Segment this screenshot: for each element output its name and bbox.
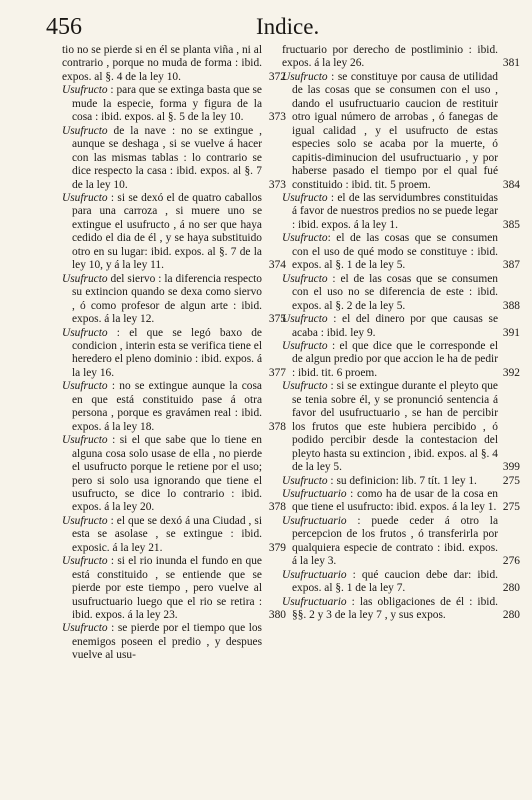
entry-text: : el que se legó baxo de condicion , interin esta se verifica tiene el heredero el pleno dominio : ibid. expos. á la ley 16. [72,326,262,379]
index-entry [282,313,520,340]
entry-text: tio no se pierde si en él se planta viña , ni al contrario , porque no muda de forma : ibid. expos. al §. 4 de la ley 10. [62,44,262,83]
left-column [62,44,286,663]
entry-page-ref: 380 [268,609,286,622]
entry-headword: Usufructo [282,380,328,393]
entry-text: : el de las cosas que se consumen con el uso de qué modo se constituye : ibid. expos. al §. 1 de la ley 5. [292,232,498,272]
entry-page-ref: 387 [502,259,520,272]
entry-headword: Usufructo [62,191,108,204]
entry-page-ref: 392 [502,366,520,379]
index-entry [62,272,286,327]
index-entry [62,380,286,434]
index-entry [282,514,520,569]
page-number: 456 [46,14,82,40]
entry-page-ref: 378 [268,420,286,433]
entry-headword: Usufructuario [282,568,347,581]
entry-page-ref: 276 [502,555,520,568]
entry-page-ref: 379 [268,541,286,554]
entry-headword: Usufructuario [282,595,347,608]
index-entry [62,326,286,381]
entry-text: : si se dexó el de quatro caballos para una carroza , si muere uno se extingue el usufructo , á no ser que haya cedido el dia de él , y se haya substituido otro en su lugar: ibid. expos. al §. 7 de la ley 10, y á la ley 11. [72,191,262,272]
entry-text: de la nave : no se extingue , aunque se deshaga , si se vuelve á hacer con las mismas tablas : lo contrario se dice respecto la casa : ibid. expos. al §. 7 de la ley 10. [72,124,262,191]
index-entry [282,191,520,232]
entry-text: : qué caucion debe dar: ibid. expos. al §. 1 de la ley 7. [292,568,498,595]
index-entry [282,232,520,272]
entry-text: : se constituye por causa de utilidad de las cosas que se consumen con el uso , dando el usufructuario caucion de restituir otro igual número de arrobas , ó fanegas de igual calidad , y el usufructo de estas especies solo se acaba por la muerte, ó capitis-diminucion del usufructuario , y por haberse pasado el tiempo por el qual fué constituido : ibid. tit. 5 proem. [292,70,498,191]
index-entry [62,84,286,124]
entry-headword: Usufructo [62,555,108,568]
entry-headword: Usufructo [282,70,328,83]
index-entry [282,380,520,474]
index-entry [62,124,286,192]
index-entry [62,434,286,515]
index-entry [282,272,520,313]
entry-text: fructuario por derecho de postliminio : ibid. expos. á la ley 26. [282,44,498,70]
entry-text: : las obligaciones de él : ibid. §§. 2 y 3 de la ley 7 , y sus expos. [292,595,498,622]
entry-page-ref: 381 [502,57,520,70]
index-entry [62,191,286,273]
entry-text: : su definicion: lib. 7 tít. 1 ley 1. [327,474,477,487]
entry-page-ref: 275 [502,474,520,487]
entry-text: : si el que sabe que lo tiene en alguna cosa solo usase de ella , no pierde el usufructo porque le retiene por el uso; pero si solo usa ignorando que tiene el usufructo, se dice lo contrario : ibid. expos. á la ley 20. [72,434,262,514]
entry-page-ref: 372 [268,70,286,83]
index-entry [282,474,520,488]
index-entry [282,487,520,515]
entry-headword: Usufructo [282,474,328,487]
index-entry [282,70,520,192]
entry-text: : no se extingue aunque la cosa en que está constituido pase á otra persona , porque es gravámen real : ibid. expos. á la ley 18. [72,380,262,433]
entry-page-ref: 388 [502,299,520,312]
index-entry [282,44,520,71]
entry-headword: Usufructuario [282,514,347,527]
entry-text: : como ha de usar de la cosa en que tiene el usufructo: ibid. expos. á la ley 1. [292,487,498,514]
entry-headword: Usufructo [282,232,328,245]
entry-text: : si se extingue durante el pleyto que se tenia sobre él, y se pronunció sentencia á favor del usufructuario , se han de percibir los frutos que este hubiera percibido , ó podido percibir desde la contestacion del pleyto hasta su extincion , ibid. expos. al §. 4 de la ley 5. [292,380,498,474]
index-entry [62,555,286,622]
index-entry [62,622,262,662]
entry-page-ref: 373 [268,111,286,124]
entry-headword: Usufructo [282,313,328,326]
entry-text: : si el rio inunda el fundo en que está constituido , se entiende que se pierde por este tiempo , pero vuelve al usufructuario luego que el rio se retira : ibid. expos. á la ley 23. [72,555,262,622]
entry-page-ref: 280 [502,609,520,622]
entry-headword: Usufructo [62,514,108,527]
entry-text: : el de las cosas que se consumen con el uso no se diferencia de este : ibid. expos. al §. 2 de la ley 5. [292,272,498,312]
entry-page-ref: 378 [268,501,286,514]
entry-headword: Usufructo [62,84,108,97]
entry-text: del siervo : la diferencia respecto su extincion quando se dexa como siervo , ó como profesor de algun arte : ibid. expos. á la ley 12. [72,272,262,326]
entry-page-ref: 374 [268,259,286,272]
entry-page-ref: 377 [268,366,286,379]
entry-headword: Usufructo [62,326,108,339]
entry-page-ref: 391 [502,326,520,339]
entry-headword: Usufructo [282,272,328,285]
entry-text: : el que se dexó á una Ciudad , si esta se asolase , se extingue : ibid. exposic. á la ley 21. [72,514,262,554]
entry-text: : el que dice que le corresponde el de algun predio por que accion le ha de pedir : ibid. tit. 6 proem. [292,339,498,379]
entry-headword: Usufructo [282,339,328,352]
entry-page-ref: 385 [502,218,520,231]
running-title: Indice. [256,14,320,39]
index-entry [62,44,286,84]
entry-text: : puede ceder á otro la percepcion de los frutos , ó transferirla por qualquiera especie de contrato : ibid. expos. á la ley 3. [292,514,498,568]
entry-headword: Usufructo [62,272,108,285]
page-header [46,14,496,44]
entry-text: : para que se extinga basta que se mude la especie, forma y figura de la cosa : ibid. expos. al §. 5 de la ley 10. [72,84,262,124]
entry-headword: Usufructuario [282,487,347,500]
entry-page-ref: 384 [502,178,520,191]
entry-page-ref: 373 [268,178,286,191]
entry-text: : el del dinero por que causas se acaba : ibid. ley 9. [292,313,498,339]
index-entry [282,339,520,380]
entry-text: : el de las servidumbres constituidas á favor de nuestros predios no se puede legar : ibid. expos. á la ley 1. [292,191,498,231]
entry-page-ref: 280 [502,582,520,595]
index-entry [282,568,520,596]
entry-headword: Usufructo [62,380,108,393]
entry-page-ref: 399 [502,461,520,474]
entry-headword: Usufructo [62,434,108,447]
entry-headword: Usufructo [62,124,108,137]
entry-page-ref: 275 [502,501,520,514]
index-entry [282,595,520,623]
entry-headword: Usufructo [282,191,328,204]
entry-text: : se pierde por el tiempo que los enemigos poseen el predio , y despues vuelve al usu- [72,622,262,662]
entry-headword: Usufructo [62,622,108,635]
index-entry [62,514,286,555]
entry-page-ref: 375 [268,313,286,326]
right-column [282,44,520,622]
